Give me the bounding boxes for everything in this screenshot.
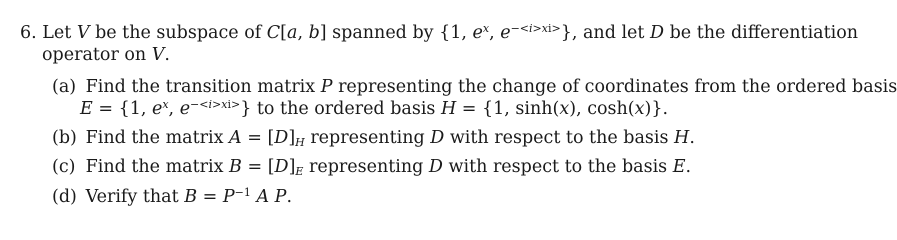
part-a-label: (a) bbox=[52, 77, 77, 97]
part-a-line-2: E = {1, $e^x$, $e^{-<i>xi>}$} to the ordered basis H = {1, sinh(x), cosh(x)}. bbox=[80, 98, 669, 119]
part-d-label: (d) bbox=[52, 187, 77, 207]
part-b bbox=[52, 127, 695, 149]
problem-number: 6. bbox=[20, 23, 37, 43]
part-b-text: Find the matrix $A = [D]_H$ representing D with respect to the basis H. bbox=[85, 128, 695, 149]
part-a-line-1 bbox=[52, 76, 897, 98]
part-d-text: Verify that $B = P^{-1}$ A P. bbox=[85, 186, 293, 207]
part-c bbox=[52, 156, 691, 178]
part-c-label: (c) bbox=[52, 157, 76, 177]
problem-stem-line-1 bbox=[20, 22, 858, 44]
stem-line-1-text: Let V be the subspace of C[a, b] spanned by {1, $e^x$, $e^{-<i>xi>}$}, and let D be the differentiation bbox=[42, 22, 859, 43]
part-b-label: (b) bbox=[52, 128, 77, 148]
problem-stem-line-2: operator on V. bbox=[42, 45, 170, 65]
part-d bbox=[52, 186, 292, 208]
part-c-text: Find the matrix $B = [D]_E$ representing D with respect to the basis E. bbox=[85, 157, 692, 178]
part-a-text-1: Find the transition matrix P representing the change of coordinates from the ordered basis bbox=[85, 77, 897, 97]
